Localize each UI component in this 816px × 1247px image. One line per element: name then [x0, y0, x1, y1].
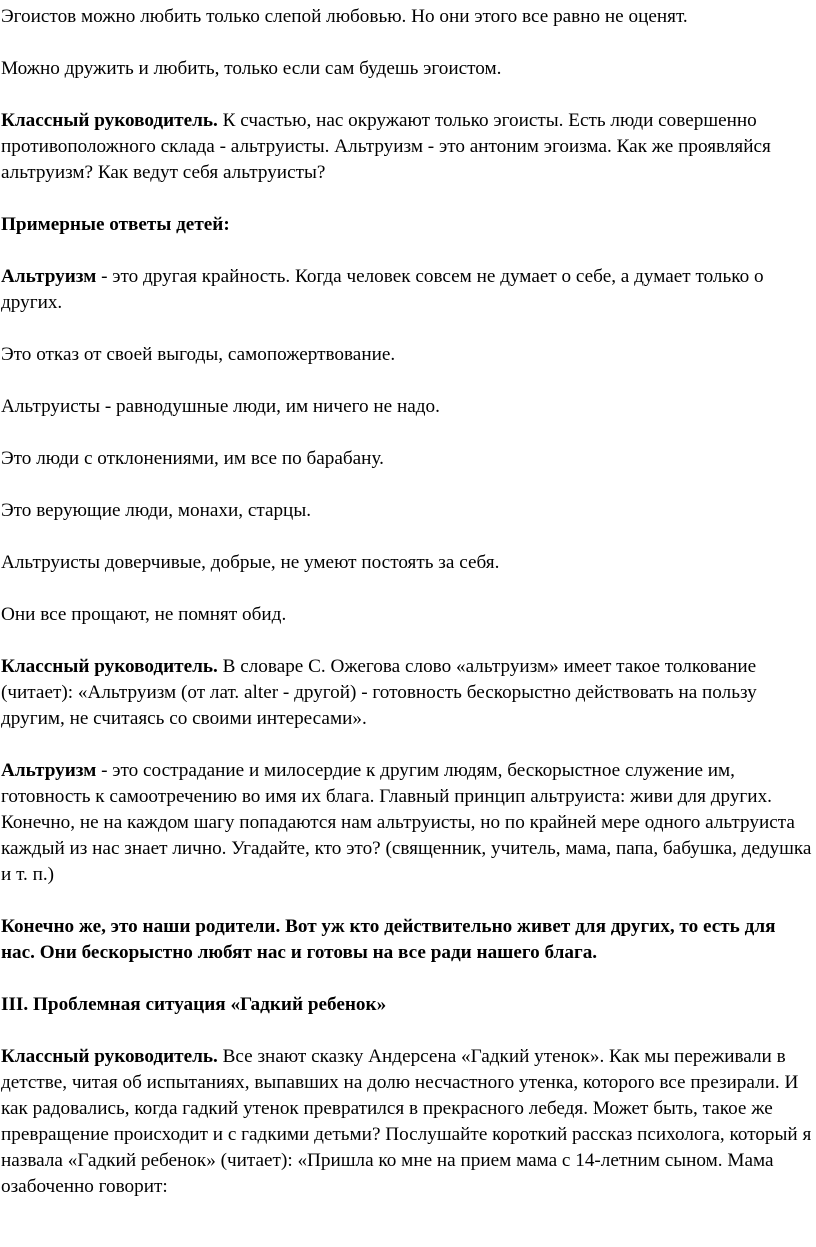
paragraph-3-text: К счастью, нас окружают только эгоисты. Есть люди совершенно противоположного склада - альтруисты. Альтруизм - это антоним эгоизма. Как же проявляйся альтруизм? Как ведут себя альтруисты? [1, 110, 771, 183]
paragraph-12 [1, 654, 813, 732]
section-label: Примерные ответы детей: [1, 214, 230, 235]
paragraph-6 [1, 342, 813, 368]
paragraph-3 [1, 108, 813, 186]
paragraph-1-text: Эгоистов можно любить только слепой любовью. Но они этого все равно не оценят. [1, 6, 688, 27]
paragraph-5 [1, 264, 813, 316]
paragraph-8 [1, 446, 813, 472]
paragraph-5-text: - это другая крайность. Когда человек совсем не думает о себе, а думает только о других. [1, 266, 764, 313]
paragraph-11 [1, 602, 813, 628]
paragraph-14 [1, 914, 813, 966]
section-heading: III. Проблемная ситуация «Гадкий ребенок» [1, 994, 387, 1015]
bold-statement: Конечно же, это наши родители. Вот уж кто действительно живет для других, то есть для нас. Они бескорыстно любят нас и готовы на все ради нашего блага. [1, 916, 776, 963]
paragraph-1 [1, 4, 813, 30]
paragraph-12-text: В словаре С. Ожегова слово «альтруизм» имеет такое толкование (читает): «Альтруизм (от лат. alter - другой) - готовность бескорыстно действовать на пользу другим, не считаясь со своими интересами». [1, 656, 757, 729]
paragraph-15 [1, 992, 813, 1018]
paragraph-8-text: Это люди с отклонениями, им все по барабану. [1, 448, 384, 469]
paragraph-4 [1, 212, 813, 238]
paragraph-7 [1, 394, 813, 420]
paragraph-11-text: Они все прощают, не помнят обид. [1, 604, 287, 625]
term-label: Альтруизм [1, 266, 97, 287]
term-label: Альтруизм [1, 760, 97, 781]
speaker-label: Классный руководитель. [1, 1046, 218, 1067]
paragraph-10 [1, 550, 813, 576]
paragraph-2-text: Можно дружить и любить, только если сам будешь эгоистом. [1, 58, 502, 79]
paragraph-7-text: Альтруисты - равнодушные люди, им ничего не надо. [1, 396, 440, 417]
speaker-label: Классный руководитель. [1, 656, 218, 677]
paragraph-16-text: Все знают сказку Андерсена «Гадкий утенок». Как мы переживали в детстве, читая об испытаниях, выпавших на долю несчастного утенка, которого все презирали. И как радовались, когда гадкий утенок превратился в прекрасного лебедя. Может быть, такое же превращение происходит и с гадкими детьми? Послушайте короткий рассказ психолога, который я назвала «Гадкий ребенок» (читает): «Пришла ко мне на прием мама с 14-летним сыном. Мама озабоченно говорит: [1, 1046, 812, 1197]
paragraph-6-text: Это отказ от своей выгоды, самопожертвование. [1, 344, 396, 365]
paragraph-9-text: Это верующие люди, монахи, старцы. [1, 500, 312, 521]
paragraph-9 [1, 498, 813, 524]
speaker-label: Классный руководитель. [1, 110, 218, 131]
paragraph-10-text: Альтруисты доверчивые, добрые, не умеют постоять за себя. [1, 552, 500, 573]
paragraph-13 [1, 758, 813, 888]
paragraph-2 [1, 56, 813, 82]
paragraph-16 [1, 1044, 813, 1200]
paragraph-13-text: - это сострадание и милосердие к другим людям, бескорыстное служение им, готовность к самоотречению во имя их блага. Главный принцип альтруиста: живи для других. Конечно, не на каждом шагу попадаются нам альтруисты, но по крайней мере одного альтруиста каждый из нас знает лично. Угадайте, кто это? (священник, учитель, мама, папа, бабушка, дедушка и т. п.) [1, 760, 812, 885]
